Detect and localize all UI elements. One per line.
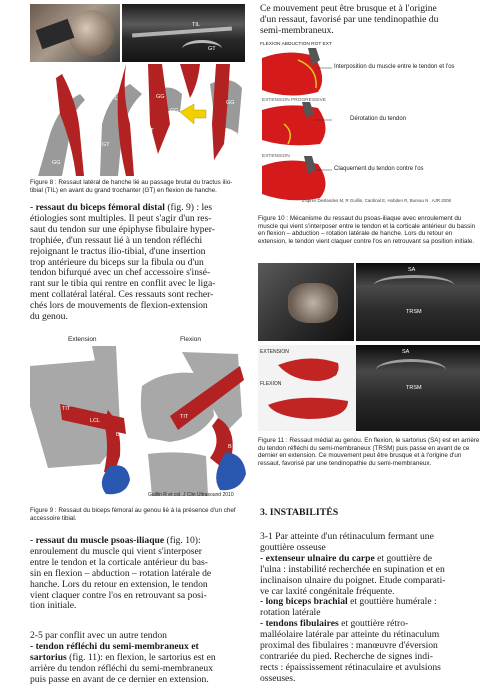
biceps-heading: - ressaut du biceps fémoral distal [30, 202, 165, 213]
fig11-photo-top [258, 263, 354, 341]
fig11-sa1: SA [408, 267, 416, 273]
fig9-flexion-label: Flexion [180, 336, 201, 343]
right-top-paragraph: Ce mouvement peut être brusque et à l'origine d'un ressaut, favorisé par une tendinopathie du semi-membraneux. [260, 3, 439, 36]
fig10-header: FLEXION ABDUCTION ROT EXT [260, 42, 332, 47]
fig8-gt-label-photo: GT [208, 46, 216, 52]
psoas-heading: - ressaut du muscle psoas-iliaque [30, 535, 165, 546]
fig8-label-til3: TIL [138, 108, 146, 114]
fig9-credit: Guillin R et col. J Clin Ultrasound 2010 [148, 492, 234, 498]
fig11-illustration [258, 345, 356, 431]
fig8-label-gg4: GG [52, 160, 61, 166]
fig11-ultrasound-bottom [356, 345, 480, 431]
fig8-illustration [30, 64, 245, 176]
fig8-til-label-photo: TIL [192, 22, 200, 28]
fig10-illustration [258, 48, 480, 208]
figure-11 [258, 263, 480, 433]
psoas-paragraph: - ressaut du muscle psoas-iliaque (fig. 10): enroulement du muscle qui vient s'interposer entre le tendon et la corticale antérieur du bas- sin en flexion – abduction – rotation latérale de hanche. Lors du retour en extension, le tendon vient claquer contre l'os en retrouvant sa posi- tion initiale. [30, 535, 212, 612]
fig11-trsm1: TRSM [406, 309, 422, 315]
fig9-caption: Figure 9 : Ressaut du biceps fémoral au genou lié à la présence d'un chef accessoire tibial. [30, 507, 236, 522]
fig11-extension-label: EXTENSION [260, 349, 289, 355]
fig11-caption: Figure 11 : Ressaut médial au genou. En flexion, le sartorius (SA) est en arrière du tendon réfléchi du semi-membraneux (TRSM) puis passe en avant de ce dernier en extension. Ce mouvement peut être brusque et à l'origine d'un ressaut, favorisé par une tendinopathie du semi-membraneux. [258, 437, 480, 467]
figure-8 [30, 4, 245, 176]
instabilities-title: 3. INSTABILITÉS [260, 507, 339, 518]
fig8-label-gt2: GT [230, 132, 238, 138]
figure-9 [30, 336, 248, 502]
fig9-tit1: TIT [62, 406, 71, 412]
fig9-tit2: TIT [180, 414, 189, 420]
ecu-heading: - extenseur ulnaire du carpe [260, 552, 375, 564]
biceps-brachial-heading: - long biceps brachial [260, 596, 348, 608]
conflict-paragraph: 2-5 par conflit avec un autre tendon - tendon réfléchi du semi-membraneux et sartorius (fig. 11): en flexion, le sartorius est en arrière du tendon réfléchi du semi-membraneux puis passe en avant de ce dernier en extension. [30, 630, 216, 685]
fig9-extension-label: Extension [68, 336, 97, 343]
fig8-label-gg1: GG [156, 94, 165, 100]
fig9-lcl1: LCL [90, 418, 101, 424]
fig11-trsm2: TRSM [406, 385, 422, 391]
fig11-sa2: SA [402, 349, 410, 355]
fig10-caption: Figure 10 : Mécanisme du ressaut du psoas-iliaque avec enroulement du muscle qui vient s'interposer entre le tendon et la corticale antérieur du bassin en flexion – abduction – rotation latérale de hanche. Lors du retour en extension, le tendon vient claquer contre l'os en retrouvant sa position initiale. [258, 215, 476, 245]
semi-heading: - tendon réfléchi du semi-membraneux et [30, 640, 199, 652]
fig8-label-til2: TIL [198, 98, 206, 104]
fig10-label1: Interposition du muscle entre le tendon et l'os [334, 64, 455, 70]
fig9-lcl2: LCL [200, 432, 211, 438]
fig9-b2: B [228, 444, 232, 450]
fig8-label-gt1: GT [146, 128, 154, 134]
fig8-label-til: TIL [90, 90, 98, 96]
fig9-b1: B [116, 432, 120, 438]
fig10-sub2: EXTENSION PROGRESSIVE [262, 98, 326, 103]
fig8-ultrasound [122, 4, 245, 62]
instabilities-paragraph: 3-1 Par atteinte d'un rétinaculum fermant une gouttière osseuse - extenseur ulnaire du carpe et gouttière de l'ulna : instabilité recherchée en supination et en inclinaison ulnaire du poignet. Etude comparati- ve car laxité congénitale fréquente. - long biceps brachial et gouttière humérale : rotation latérale - tendons fibulaires et gouttière rétro- malléolaire latérale par atteinte du rétinaculum proximal des fibulaires : manœuvre d'éversion contrariée du pied. Recherche de signes indi- rects : épaississement rétinaculaire et avulsions osseuses. [260, 531, 446, 684]
fig8-photo [30, 4, 120, 62]
fig10-credit: d'après Deslandes M, R Guillin, Cardinal E, Hobden R, Bureau N . AJR 2008 [302, 198, 451, 203]
biceps-paragraph: - ressaut du biceps fémoral distal (fig. 9) : les étiologies sont multiples. Il peut s'agir d'un res- saut du tendon sur une épiphyse fibulaire hyper- trophiée, d'un ressaut lié à un tendon réfléchi rejoignant le tractus ilio-tibial, d'une insertion trop antérieure du biceps sur la fibula ou d'un tendon bifurqué avec un chef accessoire s'insé- rant sur le tibia qui rentre en conflit avec le liga- ment collatéral latéral. Ces ressauts sont recher- chés lors de mouvements de flexion-extension du genou. [30, 202, 216, 323]
fig10-label3: Claquement du tendon contre l'os [334, 166, 424, 172]
fig10-label2: Dérotation du tendon [350, 116, 407, 122]
fig10-sub3: EXTENSION [262, 154, 290, 159]
fig8-caption: Figure 8 : Ressaut latéral de hanche lié au passage brutal du tractus ilio-tibial (TIL) en avant du grand trochanter (GT) en flexion de hanche. [30, 179, 233, 194]
fig8-label-gg2: GG [226, 100, 235, 106]
fig9-illustration [30, 346, 248, 496]
fig8-label-gg3: GG [170, 108, 179, 114]
figure-10 [258, 42, 480, 212]
fibular-heading: - tendons fibulaires [260, 618, 339, 630]
fig8-label-tfl: TFL [108, 96, 118, 102]
fig11-flexion-label: FLEXION [260, 381, 282, 387]
fig11-ultrasound-top [356, 263, 480, 341]
fig8-label-gt3: GT [102, 142, 110, 148]
